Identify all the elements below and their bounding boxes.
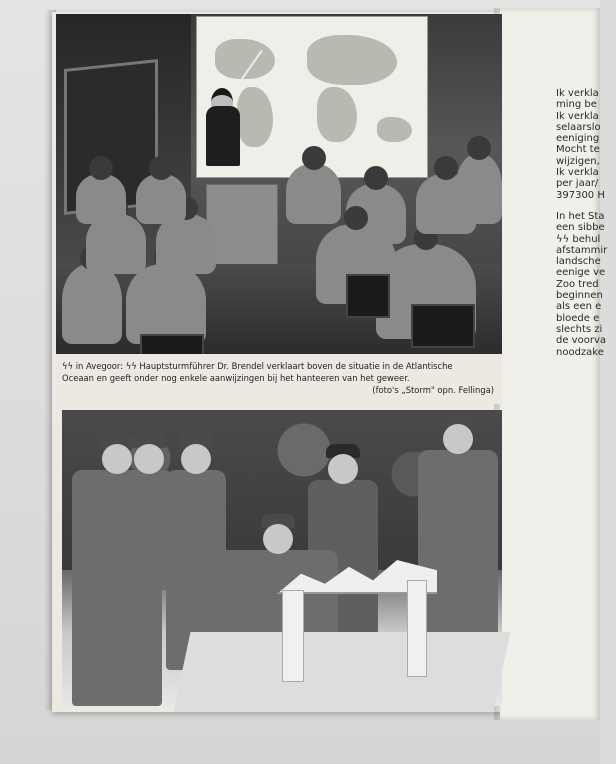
- text-line: Ik verkla: [556, 88, 599, 99]
- model-post: [282, 590, 304, 682]
- lectern: [206, 184, 278, 266]
- right-page: [500, 8, 608, 720]
- text-line: landsche: [556, 256, 601, 268]
- right-page-text: [556, 88, 616, 358]
- text-line: eeniging: [556, 133, 600, 145]
- text-line: selaarslo: [556, 121, 601, 133]
- classroom-photo: [56, 14, 502, 354]
- text-line: 397300 H: [556, 189, 605, 201]
- text-line: als een e: [556, 301, 602, 313]
- text-line: een sibbe: [556, 222, 605, 234]
- model-post: [407, 580, 427, 677]
- caption-line-1: ϟϟ in Avegoor: ϟϟ Hauptsturmführer Dr. Brendel verklaart boven de situatie in de Atlantische: [62, 361, 453, 371]
- chair: [346, 274, 390, 318]
- map-landmass: [317, 87, 357, 142]
- chair: [411, 304, 475, 348]
- student: [126, 264, 206, 344]
- text-line: Ik verkla: [556, 167, 599, 179]
- text-line: In het Sta: [556, 210, 605, 222]
- rifle-training-photo: [62, 410, 502, 706]
- paragraph-gap: [556, 201, 616, 211]
- map-landmass: [307, 35, 397, 85]
- text-line: eenige ve: [556, 267, 606, 279]
- text-line: Ik verkla: [556, 110, 599, 122]
- text-line: slechts zi: [556, 323, 603, 335]
- map-landmass: [377, 117, 412, 142]
- text-line: Zoo tred: [556, 278, 599, 290]
- caption-line-2: Oceaan en geeft onder nog enkele aanwijzingen bij het hanteeren van het geweer.: [62, 373, 410, 383]
- text-line: ming be: [556, 99, 597, 111]
- text-line: per jaar/: [556, 178, 599, 190]
- text-line: bloede e: [556, 312, 600, 324]
- text-line: Mocht te: [556, 144, 600, 156]
- student: [136, 174, 186, 224]
- text-line: beginnen: [556, 290, 603, 302]
- text-line: wijzigen,: [556, 155, 600, 167]
- student: [456, 154, 502, 224]
- student: [286, 164, 341, 224]
- table: [173, 632, 510, 712]
- student: [76, 174, 126, 224]
- photo-credit: (foto's „Storm" opn. Fellinga): [372, 385, 494, 395]
- text-line: noodzake: [556, 346, 604, 358]
- map-landmass: [237, 87, 273, 147]
- student: [62, 264, 122, 344]
- text-line: afstammir: [556, 244, 608, 256]
- text-line: de voorva: [556, 335, 606, 347]
- instructor: [206, 106, 240, 166]
- text-line: ϟϟ behul: [556, 233, 601, 245]
- photo-caption: [62, 354, 502, 404]
